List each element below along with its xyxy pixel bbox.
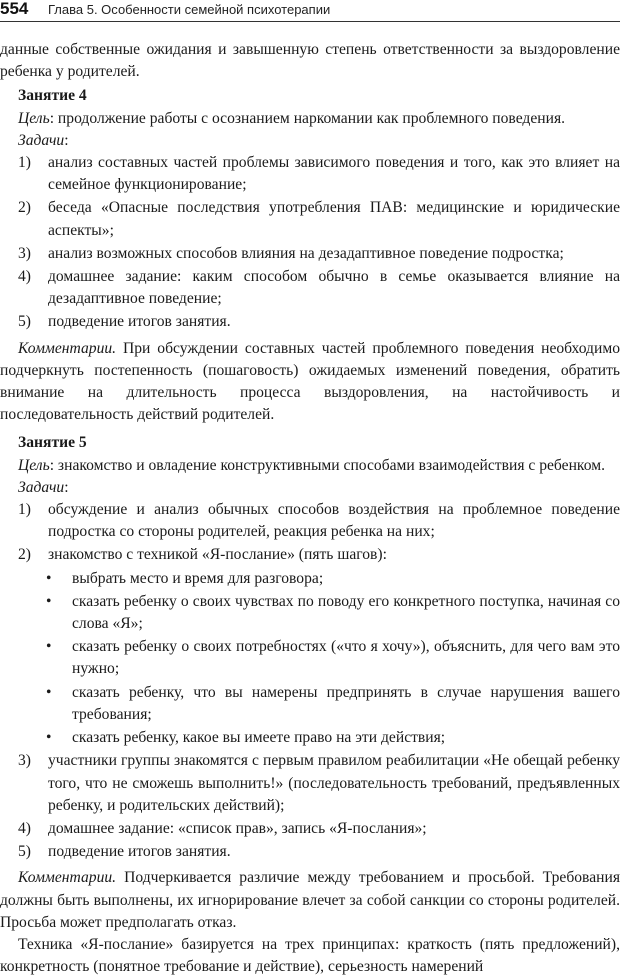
lesson-5-tasks-label: [0, 477, 620, 499]
final-paragraph: Техника «Я-послание» базируется на трех принципах: краткость (пять предложений), конкретность (понятное требование и действие), серьезность намерений: [0, 935, 620, 976]
list-number: 2): [18, 546, 31, 564]
list-item: [0, 841, 620, 863]
bullet-glyph: •: [46, 729, 52, 747]
bullet-text: выбрать место и время для разговора;: [72, 569, 324, 587]
list-item: [0, 197, 620, 241]
goal-text: : продолжение работы с осознанием наркомании как проблемного поведения.: [49, 109, 566, 127]
list-text: обсуждение и анализ обычных способов воздействия на проблемное поведение подростка со стороны родителей, реакция ребенка на них;: [48, 501, 620, 541]
goal-text: : знакомство и овладение конструктивными способами взаимодействия с ребенком.: [49, 456, 605, 474]
list-number: 4): [18, 819, 31, 837]
page-number: 554: [0, 0, 29, 18]
lesson-5-goal: [0, 455, 620, 477]
list-item: [0, 544, 620, 566]
list-text: анализ составных частей проблемы зависимого поведения и того, как это влияет на семейное функционирование;: [48, 154, 620, 194]
bullet-item: [0, 591, 620, 635]
list-item: [0, 750, 620, 817]
list-text: домашнее задание: каким способом обычно в семье оказывается влияние на дезадаптивное поведение;: [48, 268, 620, 308]
tasks-colon: :: [64, 131, 69, 149]
header-rule: [0, 21, 620, 22]
list-item: [0, 266, 620, 310]
list-text: домашнее задание: «список прав», запись «Я-послания»;: [48, 819, 427, 837]
bullet-text: сказать ребенку, какое вы имеете право на эти действия;: [72, 729, 446, 747]
list-text: участники группы знакомятся с первым правилом реабилитации «Не обещай ребенку того, что не сможешь выполнить!» (последовательность требований, предъявленных ребенку, и родительских действий);: [48, 752, 620, 814]
list-item: [0, 152, 620, 196]
bullet-glyph: •: [46, 592, 52, 610]
tasks-colon: :: [64, 478, 69, 496]
bullet-item: [0, 727, 620, 749]
bullet-text: сказать ребенку о своих чувствах по поводу его конкретного поступка, начиная со слова «Я»;: [72, 592, 620, 633]
list-number: 5): [18, 313, 31, 331]
list-text: беседа «Опасные последствия употребления ПАВ: медицинские и юридические аспекты»;: [48, 199, 620, 239]
comment-text: Подчеркивается различие между требованием и просьбой. Требования должны быть выполнены, их игнорирование влечет за собой санкции со стороны родителей. Просьба может предполагать отказ.: [0, 869, 620, 931]
bullet-text: сказать ребенку о своих потребностях («что я хочу»), объяснить, для чего вам это нужно;: [72, 638, 620, 678]
list-number: 5): [18, 843, 31, 861]
lesson-4-comment: [0, 338, 620, 427]
goal-label: Цель: [18, 456, 50, 474]
list-number: 3): [18, 244, 31, 262]
lesson-4-tasks-label: [0, 130, 620, 152]
list-item: [0, 243, 620, 265]
page-header: [0, 0, 620, 24]
bullet-item: [0, 636, 620, 680]
bullet-item: [0, 568, 620, 590]
chapter-title: Глава 5. Особенности семейной психотерапии: [48, 2, 331, 17]
list-item: [0, 311, 620, 333]
list-item: [0, 818, 620, 840]
lesson-4-title: Занятие 4: [18, 87, 87, 105]
comment-label: Комментарии.: [18, 869, 117, 887]
list-number: 2): [18, 199, 31, 217]
page-body: [0, 39, 620, 978]
list-text: знакомство с техникой «Я-послание» (пять шагов):: [48, 546, 387, 564]
intro-paragraph: данные собственные ожидания и завышенную степень ответственности за выздоровление ребенка у родителей.: [0, 41, 620, 81]
lesson-5-comment: [0, 867, 620, 934]
lesson-5-title: Занятие 5: [18, 434, 87, 452]
list-text: подведение итогов занятия.: [48, 313, 231, 331]
lesson-4-goal: [0, 108, 620, 130]
list-number: 3): [18, 752, 31, 770]
list-item: [0, 499, 620, 543]
tasks-label: Задачи: [18, 478, 65, 496]
list-number: 1): [18, 154, 31, 172]
bullet-text: сказать ребенку, что вы намерены предпринять в случае нарушения вашего требования;: [72, 683, 620, 723]
bullet-glyph: •: [46, 638, 52, 656]
list-number: 1): [18, 501, 31, 519]
tasks-label: Задачи: [18, 131, 65, 149]
list-number: 4): [18, 268, 31, 286]
comment-text: При обсуждении составных частей проблемного поведения необходимо подчеркнуть постепенность (пошаговость) ожидаемых изменений поведения, обратить внимание на длительность процесса выздоровления, на настойчивость и последовательность действий родителей.: [0, 339, 620, 424]
bullet-item: [0, 682, 620, 726]
list-text: анализ возможных способов влияния на дезадаптивное поведение подростка;: [48, 244, 564, 262]
bullet-glyph: •: [46, 569, 52, 587]
bullet-glyph: •: [46, 683, 52, 701]
goal-label: Цель: [18, 109, 50, 127]
list-text: подведение итогов занятия.: [48, 843, 231, 861]
comment-label: Комментарии.: [18, 339, 117, 357]
